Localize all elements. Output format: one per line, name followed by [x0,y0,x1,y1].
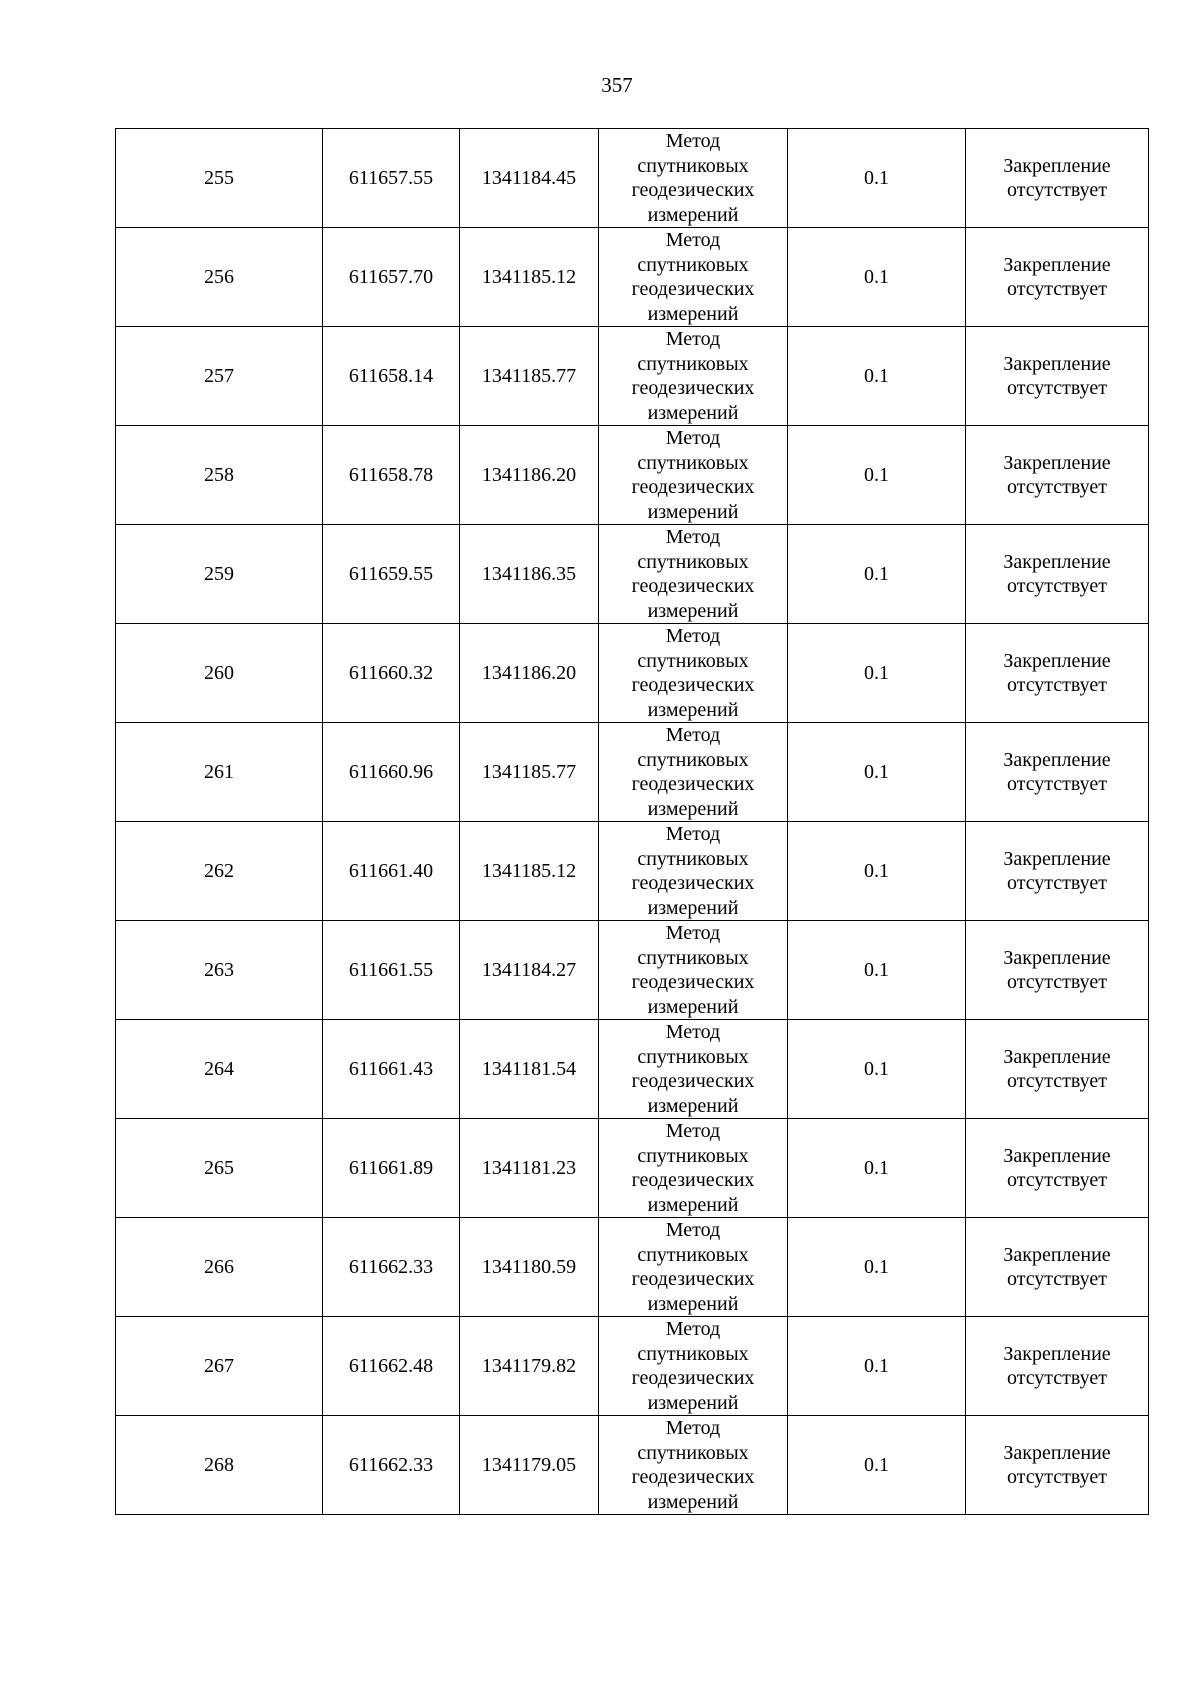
method-line: спутниковых [637,1441,749,1464]
table-row [116,921,1149,1020]
table-row [116,327,1149,426]
method-line: измерений [647,203,739,226]
method-line: измерений [647,599,739,622]
method-line: спутниковых [637,748,749,771]
method-line: спутниковых [637,1243,749,1266]
accuracy-cell: 0.1 [788,327,966,426]
method-line: спутниковых [637,451,749,474]
x-coordinate-cell: 611662.48 [323,1317,460,1416]
table-row [116,1218,1149,1317]
fixing-line: отсутствует [1006,575,1108,597]
y-coordinate-cell: 1341185.12 [460,228,599,327]
y-coordinate-cell: 1341185.77 [460,327,599,426]
point-number-cell: 262 [116,822,323,921]
fixing-cell [966,723,1149,822]
fixing-line: Закрепление [1003,847,1111,870]
accuracy-cell: 0.1 [788,129,966,228]
table-row [116,1119,1149,1218]
fixing-cell [966,1218,1149,1317]
accuracy-cell: 0.1 [788,1119,966,1218]
method-line: Метод [665,427,721,449]
method-line: геодезических [631,1070,755,1092]
table-row [116,129,1149,228]
y-coordinate-cell: 1341181.54 [460,1020,599,1119]
method-line: спутниковых [637,253,749,276]
fixing-line: Закрепление [1003,1342,1111,1365]
table-row [116,426,1149,525]
method-cell [599,624,788,723]
method-line: геодезических [631,278,755,300]
x-coordinate-cell: 611661.55 [323,921,460,1020]
method-line: геодезических [631,773,755,795]
fixing-line: Закрепление [1003,748,1111,771]
y-coordinate-cell: 1341185.77 [460,723,599,822]
method-cell [599,525,788,624]
method-line: Метод [665,823,721,845]
fixing-cell [966,624,1149,723]
y-coordinate-cell: 1341184.45 [460,129,599,228]
accuracy-cell: 0.1 [788,1218,966,1317]
method-line: Метод [665,922,721,944]
method-line: измерений [647,401,739,424]
method-line: измерений [647,1094,739,1117]
y-coordinate-cell: 1341180.59 [460,1218,599,1317]
y-coordinate-cell: 1341186.35 [460,525,599,624]
fixing-line: отсутствует [1006,971,1108,993]
table-row [116,1317,1149,1416]
table-row [116,228,1149,327]
method-line: спутниковых [637,847,749,870]
point-number-cell: 255 [116,129,323,228]
point-number-cell: 266 [116,1218,323,1317]
method-line: геодезических [631,872,755,894]
accuracy-cell: 0.1 [788,624,966,723]
method-cell [599,921,788,1020]
method-cell [599,1218,788,1317]
fixing-line: Закрепление [1003,1441,1111,1464]
method-line: измерений [647,1391,739,1414]
y-coordinate-cell: 1341179.82 [460,1317,599,1416]
point-number-cell: 263 [116,921,323,1020]
method-cell [599,1119,788,1218]
fixing-line: Закрепление [1003,352,1111,375]
point-number-cell: 256 [116,228,323,327]
fixing-line: отсутствует [1006,476,1108,498]
point-number-cell: 257 [116,327,323,426]
fixing-line: отсутствует [1006,872,1108,894]
point-number-cell: 265 [116,1119,323,1218]
page-number: 357 [601,73,633,97]
method-line: спутниковых [637,649,749,672]
fixing-line: Закрепление [1003,1243,1111,1266]
table-row [116,723,1149,822]
method-line: измерений [647,995,739,1018]
method-line: Метод [665,328,721,350]
fixing-line: Закрепление [1003,154,1111,177]
accuracy-cell: 0.1 [788,426,966,525]
method-line: измерений [647,896,739,919]
method-line: геодезических [631,1169,755,1191]
x-coordinate-cell: 611661.43 [323,1020,460,1119]
table-row [116,822,1149,921]
method-line: геодезических [631,476,755,498]
x-coordinate-cell: 611658.14 [323,327,460,426]
method-line: Метод [665,1120,721,1142]
method-cell [599,1020,788,1119]
point-number-cell: 259 [116,525,323,624]
fixing-line: отсутствует [1006,1070,1108,1092]
method-line: геодезических [631,1367,755,1389]
method-cell [599,1317,788,1416]
fixing-line: отсутствует [1006,1367,1108,1389]
method-cell [599,822,788,921]
fixing-line: Закрепление [1003,253,1111,276]
method-cell [599,1416,788,1515]
x-coordinate-cell: 611657.55 [323,129,460,228]
fixing-line: отсутствует [1006,377,1108,399]
accuracy-cell: 0.1 [788,525,966,624]
accuracy-cell: 0.1 [788,1416,966,1515]
fixing-line: Закрепление [1003,946,1111,969]
method-line: Метод [665,1219,721,1241]
accuracy-cell: 0.1 [788,723,966,822]
x-coordinate-cell: 611661.40 [323,822,460,921]
fixing-line: Закрепление [1003,1144,1111,1167]
accuracy-cell: 0.1 [788,1020,966,1119]
x-coordinate-cell: 611658.78 [323,426,460,525]
coordinates-table-body [116,129,1149,1515]
method-line: Метод [665,1318,721,1340]
accuracy-cell: 0.1 [788,822,966,921]
method-line: измерений [647,302,739,325]
fixing-line: Закрепление [1003,451,1111,474]
fixing-cell [966,327,1149,426]
method-line: измерений [647,698,739,721]
x-coordinate-cell: 611659.55 [323,525,460,624]
method-line: спутниковых [637,352,749,375]
method-line: геодезических [631,971,755,993]
method-line: измерений [647,1490,739,1513]
method-line: спутниковых [637,1342,749,1365]
y-coordinate-cell: 1341184.27 [460,921,599,1020]
fixing-cell [966,1317,1149,1416]
point-number-cell: 258 [116,426,323,525]
method-line: Метод [665,1417,721,1439]
method-line: спутниковых [637,946,749,969]
fixing-cell [966,1416,1149,1515]
method-line: Метод [665,724,721,746]
method-line: измерений [647,1193,739,1216]
fixing-line: отсутствует [1006,773,1108,795]
y-coordinate-cell: 1341185.12 [460,822,599,921]
point-number-cell: 267 [116,1317,323,1416]
method-line: геодезических [631,377,755,399]
fixing-line: Закрепление [1003,550,1111,573]
accuracy-cell: 0.1 [788,1317,966,1416]
method-line: Метод [665,1021,721,1043]
method-line: Метод [665,229,721,251]
table-row [116,1020,1149,1119]
method-line: Метод [665,625,721,647]
method-cell [599,426,788,525]
method-line: геодезических [631,1268,755,1290]
fixing-line: отсутствует [1006,674,1108,696]
method-cell [599,228,788,327]
x-coordinate-cell: 611660.96 [323,723,460,822]
method-line: Метод [665,130,721,152]
method-cell [599,327,788,426]
fixing-line: отсутствует [1006,1466,1108,1488]
x-coordinate-cell: 611661.89 [323,1119,460,1218]
method-line: геодезических [631,1466,755,1488]
method-cell [599,723,788,822]
fixing-line: отсутствует [1006,179,1108,201]
x-coordinate-cell: 611662.33 [323,1218,460,1317]
coordinates-table [115,128,1149,1515]
table-row [116,525,1149,624]
fixing-cell [966,129,1149,228]
accuracy-cell: 0.1 [788,921,966,1020]
x-coordinate-cell: 611662.33 [323,1416,460,1515]
fixing-line: Закрепление [1003,649,1111,672]
fixing-cell [966,426,1149,525]
method-line: геодезических [631,674,755,696]
fixing-line: Закрепление [1003,1045,1111,1068]
x-coordinate-cell: 611657.70 [323,228,460,327]
point-number-cell: 260 [116,624,323,723]
y-coordinate-cell: 1341179.05 [460,1416,599,1515]
fixing-cell [966,1020,1149,1119]
y-coordinate-cell: 1341186.20 [460,426,599,525]
fixing-cell [966,1119,1149,1218]
y-coordinate-cell: 1341181.23 [460,1119,599,1218]
table-row [116,1416,1149,1515]
x-coordinate-cell: 611660.32 [323,624,460,723]
method-line: геодезических [631,179,755,201]
fixing-line: отсутствует [1006,1169,1108,1191]
fixing-cell [966,921,1149,1020]
point-number-cell: 261 [116,723,323,822]
accuracy-cell: 0.1 [788,228,966,327]
fixing-cell [966,525,1149,624]
method-line: Метод [665,526,721,548]
method-line: спутниковых [637,1045,749,1068]
method-line: спутниковых [637,550,749,573]
fixing-cell [966,822,1149,921]
fixing-line: отсутствует [1006,1268,1108,1290]
method-line: геодезических [631,575,755,597]
table-row [116,624,1149,723]
fixing-cell [966,228,1149,327]
method-line: измерений [647,797,739,820]
method-line: спутниковых [637,1144,749,1167]
y-coordinate-cell: 1341186.20 [460,624,599,723]
point-number-cell: 268 [116,1416,323,1515]
method-line: измерений [647,1292,739,1315]
method-line: измерений [647,500,739,523]
method-cell [599,129,788,228]
method-line: спутниковых [637,154,749,177]
point-number-cell: 264 [116,1020,323,1119]
fixing-line: отсутствует [1006,278,1108,300]
